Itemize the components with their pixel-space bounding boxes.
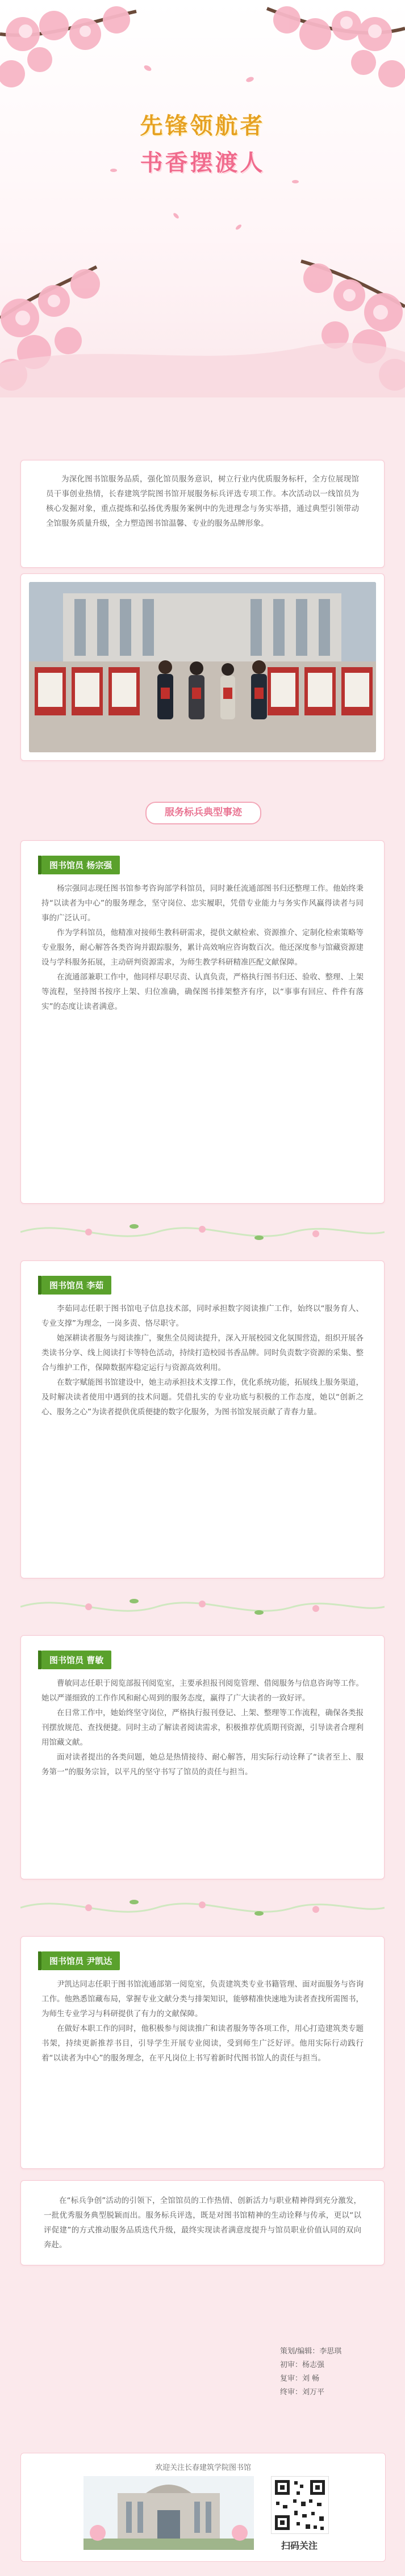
- group-photo-illustration: [29, 582, 376, 752]
- hero-banner: [0, 0, 405, 397]
- profile-paragraph: 作为学科馆员，他精准对接师生教科研需求，提供文献检索、资源推介、定制化检索策略等专业服务，耐心解答各类咨询并跟踪服务，累计高效响应咨询数百次。他还深度参与馆藏资源建设与学科服务拓展，主动研判资源需求，为师生教学科研精准匹配文献保障。: [41, 928, 364, 967]
- follow-footer: [20, 2453, 386, 2562]
- intro-card: [20, 460, 385, 568]
- profile-paragraph: 尹凯达同志任职于图书馆流通部第一阅览室，负责建筑类专业书籍管理、面对面服务与咨询工作。他熟悉馆藏布局，掌握专业文献分类与排架知识，能够精准快速地为读者查找所需图书，为师生专业学习与科研提供了有力的文献保障。: [41, 1980, 364, 2018]
- closing-text: 在“标兵争创”活动的引领下，全馆馆员的工作热情、创新活力与职业精神得到充分激发，一批优秀服务典型脱颖而出。服务标兵评选，既是对图书馆精神的生动诠释与传承，更以“以评促建”的方式推动服务品质迭代升级，最终实现读者满意度提升与馆员职业价值认同的双向奔赴。: [44, 2196, 361, 2250]
- group-photo: [29, 582, 376, 752]
- profile-tag: 图书馆员 尹凯达: [41, 1951, 120, 1970]
- profile-paragraph: 在日常工作中，她始终坚守岗位，严格执行报刊登记、上架、整理等工作流程，确保各类报刊摆放规范、查找便捷。同时主动了解读者阅读需求，积极推荐优质期刊资源，引导读者合理利用馆藏文献。: [41, 1708, 364, 1747]
- credit-editor: 策划/编辑：李思琪: [280, 2347, 342, 2356]
- wave-divider: [20, 1207, 385, 1258]
- profile-tag: 图书馆员 曹敏: [41, 1651, 111, 1669]
- profile-card-1: [20, 840, 385, 1204]
- profile-tag: 图书馆员 杨宗强: [41, 856, 120, 874]
- closing-card: [20, 2180, 385, 2265]
- profile-card-3: [20, 1635, 385, 1879]
- profile-paragraph: 在流通部兼职工作中，他同样尽职尽责、认真负责，严格执行图书归还、验收、整理、上架等流程，坚持图书按序上架、归位准确，确保图书排架整齐有序，以“事事有回应、件件有落实”的态度让读者满意。: [41, 973, 364, 1011]
- qr-code[interactable]: [271, 2476, 329, 2534]
- profile-paragraph: 在数字赋能图书馆建设中，她主动承担技术支撑工作，优化系统功能，拓展线上服务渠道，及时解决读者使用中遇到的技术问题。凭借扎实的专业功底与积极的工作态度，她以“创新之心、服务之心”为读者提供优质便捷的数字化服务，为图书馆发展贡献了青春力量。: [41, 1378, 364, 1417]
- intro-text: 为深化图书馆服务品质，强化馆员服务意识，树立行业内优质服务标杆，全方位展现馆员干事创业热情，长春建筑学院图书馆开展服务标兵评选专项工作。本次活动以一线馆员为核心发掘对象，重点提炼和弘扬优秀服务案例中的先进理念与务实举措，通过典型引领带动全馆服务质量升级，全力塑造图书馆温馨、专业的服务品牌形象。: [46, 475, 359, 528]
- wave-divider: [20, 1882, 385, 1933]
- section-badge: 服务标兵典型事迹: [145, 802, 261, 824]
- profile-paragraph: 李茹同志任职于图书馆电子信息技术部，同时承担数字阅读推广工作，始终以“服务育人、专业支撑”为理念，一岗多责、恪尽职守。: [41, 1304, 364, 1328]
- cherry-blossom-illustration: [0, 0, 405, 397]
- profile-paragraph: 杨宗强同志现任图书馆参考咨询部学科馆员，同时兼任流通部图书归还整理工作。他始终秉持“以读者为中心”的服务理念，坚守岗位、忠实履职，凭借专业能力与务实作风赢得读者与同事的广泛认可。: [41, 884, 364, 923]
- profile-card-4: [20, 1936, 385, 2169]
- credit-second-review: 复审：刘 畅: [280, 2374, 320, 2383]
- profile-card-2: [20, 1260, 385, 1578]
- profile-paragraph: 她深耕读者服务与阅读推广，聚焦全员阅读提升，深入开展校园文化氛围营造，组织开展各类读书分享、线上阅读打卡等特色活动，持续打造校园书香品牌。同时负责数字资源的采集、整合与维护工作，保障数据库稳定运行与资源高效利用。: [41, 1334, 364, 1372]
- credits: [280, 2345, 371, 2399]
- library-building-illustration: [83, 2476, 254, 2550]
- profile-tag: 图书馆员 李茹: [41, 1276, 111, 1295]
- hero-title-line1: 先锋领航者: [140, 113, 265, 139]
- credit-first-review: 初审：杨志强: [280, 2361, 325, 2369]
- group-photo-card: [20, 573, 385, 761]
- profile-paragraph: 曹敏同志任职于阅览部报刊阅览室，主要承担报刊阅览管理、借阅服务与信息咨询等工作。她以严谨细致的工作作风和耐心周到的服务态度，赢得了广大读者的一致好评。: [41, 1679, 364, 1703]
- qr-label: 扫码关注: [281, 2540, 318, 2551]
- credit-final-review: 终审：刘万平: [280, 2388, 325, 2397]
- profile-paragraph: 在做好本职工作的同时，他积极参与阅读推广和读者服务等各项工作，用心打造建筑类专题书架，持续更新推荐书目，引导学生开展专业阅读，受到师生广泛好评。他用实际行动践行着“以读者为中心”的服务理念，在平凡岗位上书写着新时代图书馆人的责任与担当。: [41, 2024, 364, 2063]
- wave-divider: [20, 1581, 385, 1632]
- hero-title-line2: 书香摆渡人: [140, 150, 265, 176]
- follow-title: 欢迎关注长春建筑学院图书馆: [155, 2464, 251, 2472]
- profile-paragraph: 面对读者提出的各类问题，她总是热情接待、耐心解答，用实际行动诠释了“读者至上、服务第一”的服务宗旨，以平凡的坚守书写了馆员的责任与担当。: [41, 1753, 364, 1777]
